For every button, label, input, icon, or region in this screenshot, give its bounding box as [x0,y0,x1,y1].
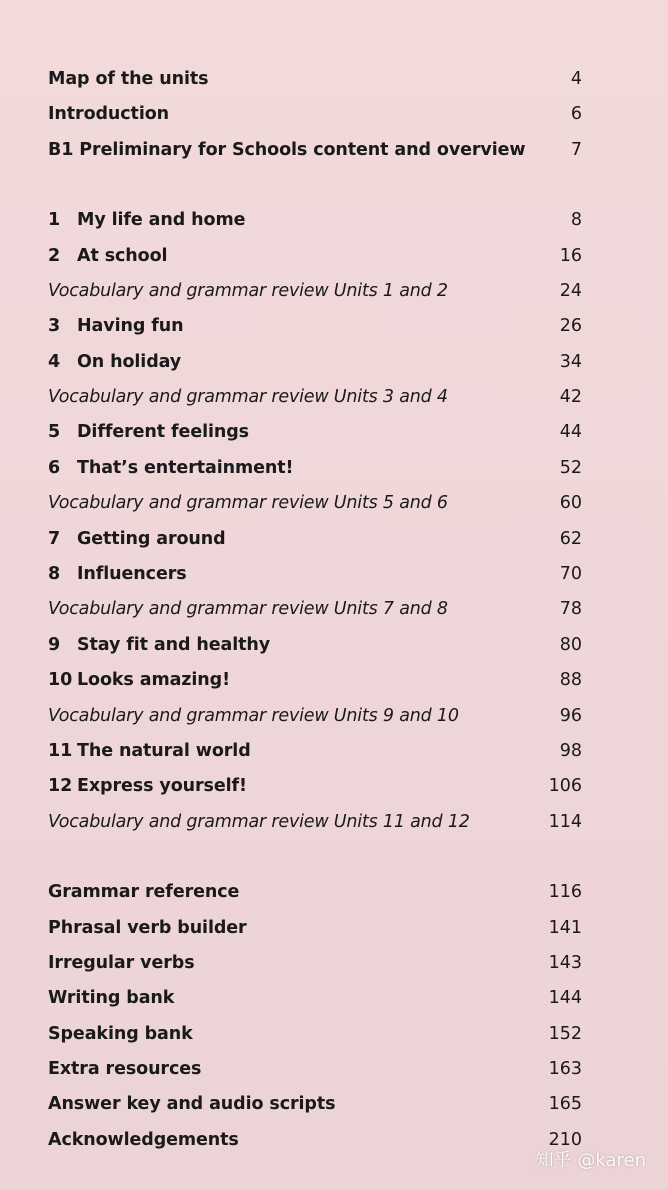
review-title: Vocabulary and grammar review Units 11 and 12 [48,811,470,832]
toc-entry-unit-1[interactable] [48,203,582,238]
toc-entry-page: 62 [559,528,582,549]
toc-entry-unit-6[interactable] [48,451,582,486]
unit-title: Different feelings [77,422,249,443]
toc-entry-review-5-6[interactable] [48,486,582,521]
toc-entry-phrasal-verb-builder[interactable] [48,911,582,946]
unit-number: 5 [48,422,61,443]
toc-entry-unit-12[interactable] [48,769,582,804]
toc-entry-title: B1 Preliminary for Schools content and overview [48,139,526,160]
unit-number: 4 [48,351,61,372]
toc-entry-map-of-units[interactable] [48,62,582,97]
unit-title: At school [77,245,168,266]
toc-entry-unit-5[interactable] [48,416,582,451]
toc-entry-page: 70 [559,564,582,585]
toc-entry-unit-10[interactable] [48,663,582,698]
toc-entry-grammar-reference[interactable] [48,875,582,910]
toc-entry-page: 210 [548,1129,582,1150]
review-title: Vocabulary and grammar review Units 7 and 8 [48,599,448,620]
toc-entry-unit-7[interactable] [48,522,582,557]
toc-entry-page: 6 [570,104,582,125]
unit-title: Looks amazing! [77,670,230,691]
toc-entry-title: Speaking bank [48,1023,193,1044]
toc-entry-page: 141 [548,917,582,938]
toc-entry-unit-4[interactable] [48,345,582,380]
toc-entry-review-9-10[interactable] [48,699,582,734]
toc-entry-page: 24 [559,280,582,301]
toc-entry-page: 52 [559,457,582,478]
unit-number: 2 [48,245,61,266]
unit-number: 8 [48,564,61,585]
unit-number: 11 [48,740,73,761]
review-title: Vocabulary and grammar review Units 3 and 4 [48,387,448,408]
unit-number: 1 [48,210,61,231]
toc-entry-title: Writing bank [48,988,175,1009]
toc-entry-page: 106 [548,776,582,797]
toc-entry-page: 165 [548,1094,582,1115]
unit-number: 12 [48,776,73,797]
toc-entry-page: 98 [559,740,582,761]
unit-title: On holiday [77,351,182,372]
toc-entry-page: 60 [559,493,582,514]
table-of-contents [48,62,582,1158]
unit-title: Stay fit and healthy [77,634,271,655]
toc-entry-page: 16 [559,245,582,266]
unit-title: Influencers [77,564,187,585]
unit-title: Express yourself! [77,776,247,797]
toc-entry-page: 42 [559,387,582,408]
toc-entry-page: 7 [570,139,582,160]
toc-entry-review-11-12[interactable] [48,805,582,840]
unit-title: That’s entertainment! [77,457,294,478]
toc-entry-speaking-bank[interactable] [48,1017,582,1052]
section-spacer [48,840,582,875]
toc-entry-page: 80 [559,634,582,655]
unit-number: 9 [48,634,61,655]
toc-entry-page: 78 [559,599,582,620]
toc-entry-title: Extra resources [48,1059,202,1080]
toc-entry-title: Answer key and audio scripts [48,1094,336,1115]
toc-entry-page: 144 [548,988,582,1009]
unit-number: 3 [48,316,61,337]
watermark-text: 知乎 @karen [535,1150,646,1171]
toc-entry-content-overview[interactable] [48,133,582,168]
toc-entry-writing-bank[interactable] [48,981,582,1016]
toc-entry-page: 152 [548,1023,582,1044]
toc-entry-page: 114 [548,811,582,832]
toc-entry-title: Grammar reference [48,882,240,903]
toc-entry-page: 88 [559,670,582,691]
toc-entry-title: Acknowledgements [48,1129,239,1150]
section-spacer [48,168,582,203]
toc-entry-review-7-8[interactable] [48,592,582,627]
toc-entry-title: Irregular verbs [48,952,195,973]
unit-title: The natural world [77,740,251,761]
toc-entry-introduction[interactable] [48,97,582,132]
toc-entry-title: Map of the units [48,68,209,89]
toc-entry-review-1-2[interactable] [48,274,582,309]
unit-title: My life and home [77,210,246,231]
toc-entry-title: Phrasal verb builder [48,917,247,938]
toc-entry-unit-9[interactable] [48,628,582,663]
toc-entry-page: 116 [548,882,582,903]
review-title: Vocabulary and grammar review Units 9 and 10 [48,705,459,726]
unit-title: Having fun [77,316,184,337]
toc-entry-page: 143 [548,952,582,973]
review-title: Vocabulary and grammar review Units 1 and 2 [48,280,448,301]
unit-number: 7 [48,528,61,549]
unit-number: 10 [48,670,73,691]
toc-entry-page: 34 [559,351,582,372]
toc-entry-unit-3[interactable] [48,309,582,344]
toc-entry-page: 96 [559,705,582,726]
toc-entry-unit-8[interactable] [48,557,582,592]
unit-title: Getting around [77,528,226,549]
toc-entry-page: 26 [559,316,582,337]
toc-entry-extra-resources[interactable] [48,1052,582,1087]
toc-entry-unit-11[interactable] [48,734,582,769]
toc-entry-page: 163 [548,1059,582,1080]
toc-entry-acknowledgements[interactable] [48,1123,582,1158]
toc-entry-review-3-4[interactable] [48,380,582,415]
review-title: Vocabulary and grammar review Units 5 and 6 [48,493,448,514]
toc-entry-page: 44 [559,422,582,443]
toc-entry-page: 4 [570,68,582,89]
toc-entry-title: Introduction [48,104,169,125]
unit-number: 6 [48,457,61,478]
toc-entry-answer-key[interactable] [48,1088,582,1123]
toc-entry-page: 8 [570,210,582,231]
toc-entry-irregular-verbs[interactable] [48,946,582,981]
toc-entry-unit-2[interactable] [48,239,582,274]
